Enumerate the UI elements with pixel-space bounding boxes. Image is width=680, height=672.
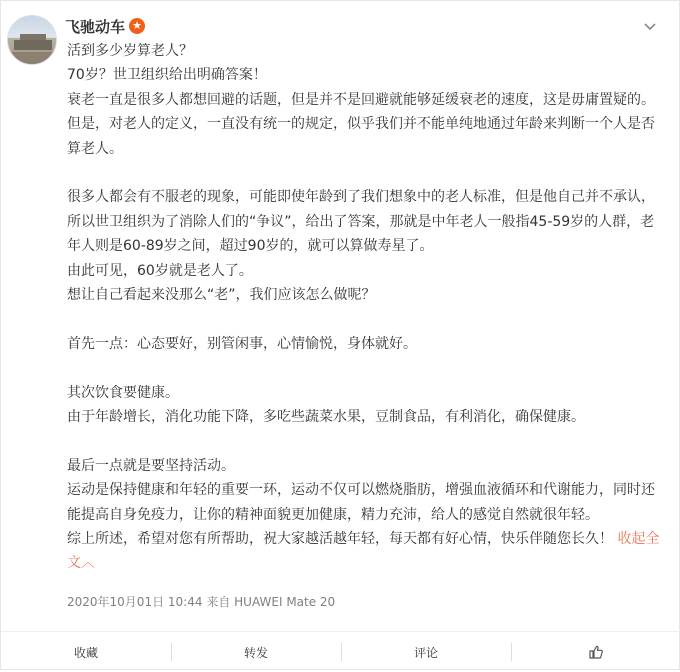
blank-line	[67, 161, 667, 185]
comment-button[interactable]	[341, 632, 511, 672]
comment-label: 评论	[413, 645, 438, 660]
favorite-button[interactable]	[1, 632, 171, 672]
user-name[interactable]: 飞驰动车	[65, 17, 126, 36]
thumbs-up-icon	[588, 644, 604, 660]
post-paragraph: 想让自己看起来没那么“老”，我们应该怎么做呢？	[67, 287, 376, 304]
post-meta	[67, 593, 335, 610]
post-last-paragraph	[67, 527, 667, 576]
repost-button[interactable]	[171, 632, 341, 672]
post-paragraph: 70岁？世卫组织给出明确答案！	[67, 67, 267, 84]
blank-line	[67, 429, 667, 453]
post-paragraph: 很多人都会有不服老的现象，可能即使年龄到了我们想象中的老人标准，但是他自己并不承认，所以世卫组织为了消除人们的“争议”，给出了答案，那就是中年老人一般指45-59岁的人群，老年人则是60-89岁之间，超过90岁的，就可以算做寿星了。	[67, 189, 655, 255]
blank-line	[67, 307, 667, 331]
avatar-building-image	[20, 34, 46, 50]
chevron-down-icon[interactable]	[643, 19, 657, 33]
post-paragraph: 其次饮食要健康。	[67, 384, 179, 401]
post-source[interactable]: HUAWEI Mate 20	[234, 595, 336, 609]
post-paragraph: 但是，对老人的定义，一直没有统一的规定，似乎我们并不能单纯地通过年龄来判断一个人是否算老人。	[67, 116, 655, 157]
user-name-row	[65, 15, 145, 37]
post-paragraph: 由于年龄增长，消化功能下降，多吃些蔬菜水果，豆制食品，有利消化，确保健康。	[67, 409, 585, 426]
post-content	[67, 39, 667, 576]
user-avatar[interactable]	[7, 15, 57, 65]
post-time[interactable]: 2020年10月01日 10:44	[67, 595, 203, 609]
post-paragraph: 衰老一直是很多人都想回避的话题，但是并不是回避就能够延缓衰老的速度，这是毋庸置疑的。	[67, 91, 655, 108]
post-paragraph: 活到多少岁算老人？	[67, 43, 193, 59]
vip-star-icon[interactable]: ★	[129, 18, 145, 34]
like-button[interactable]	[511, 632, 680, 672]
favorite-label: 收藏	[73, 645, 98, 660]
collapse-label: 收起全文	[67, 531, 660, 572]
post-paragraph: 由此可见，60岁就是老人了。	[67, 262, 253, 279]
repost-label: 转发	[243, 645, 268, 660]
post-paragraph: 首先一点：心态要好，别管闲事，心情愉悦，身体就好。	[67, 335, 417, 352]
up-arrow-icon: ︿	[81, 555, 95, 572]
post-paragraph: 最后一点就是要坚持活动。	[67, 457, 235, 474]
post-source-prefix: 来自	[206, 595, 231, 609]
blank-line	[67, 356, 667, 380]
post-paragraph: 综上所述，希望对您有所帮助，祝大家越活越年轻，每天都有好心情，快乐伴随您长久！	[67, 531, 613, 548]
avatar-road-image	[8, 52, 57, 64]
action-bar	[1, 631, 680, 672]
post-paragraph: 运动是保持健康和年轻的重要一环，运动不仅可以燃烧脂肪，增强血液循环和代谢能力，同时还能提高自身免疫力，让你的精神面貌更加健康，精力充沛，给人的感觉自然就很年轻。	[67, 482, 655, 523]
